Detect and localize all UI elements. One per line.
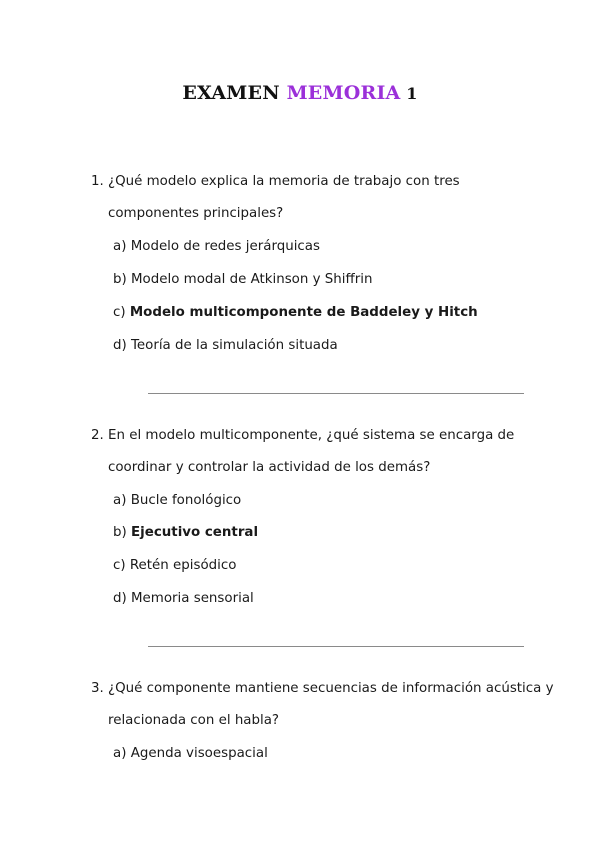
option-letter: a) xyxy=(113,746,127,761)
option-text: Bucle fonológico xyxy=(130,493,242,508)
divider xyxy=(148,393,524,394)
page-title xyxy=(0,82,600,104)
option-text: Ejecutivo central xyxy=(131,525,259,540)
title-main: EXAMEN xyxy=(182,82,287,104)
option-text: Modelo modal de Atkinson y Shiffrin xyxy=(131,272,373,287)
answer-option xyxy=(113,493,241,508)
question-number: 3. xyxy=(91,681,104,696)
option-text: Retén episódico xyxy=(129,558,237,573)
question-text: ¿Qué modelo explica la memoria de trabajo con tres xyxy=(108,174,460,189)
question-3 xyxy=(91,681,554,696)
answer-option xyxy=(113,338,338,353)
option-letter: d) xyxy=(113,338,127,353)
option-letter: c) xyxy=(113,305,126,320)
question-text-continued: relacionada con el habla? xyxy=(108,713,280,728)
option-text: Memoria sensorial xyxy=(131,591,254,606)
question-1 xyxy=(91,174,460,189)
answer-option xyxy=(113,558,236,573)
question-text: En el modelo multicomponente, ¿qué sistema se encarga de xyxy=(108,428,515,443)
answer-option xyxy=(113,239,320,254)
option-text: Modelo multicomponente de Baddeley y Hitch xyxy=(129,305,478,320)
option-text: Teoría de la simulación situada xyxy=(131,338,338,353)
answer-option-correct xyxy=(113,525,258,540)
title-accent: MEMORIA xyxy=(286,82,401,104)
question-number: 2. xyxy=(91,428,104,443)
option-letter: b) xyxy=(113,525,127,540)
divider xyxy=(148,646,524,647)
option-letter: a) xyxy=(113,493,127,508)
option-letter: a) xyxy=(113,239,127,254)
answer-option xyxy=(113,272,372,287)
answer-option xyxy=(113,591,254,606)
option-text: Agenda visoespacial xyxy=(130,746,268,761)
question-text-continued: componentes principales? xyxy=(108,206,284,221)
option-letter: d) xyxy=(113,591,127,606)
question-2 xyxy=(91,428,514,443)
question-text-continued: coordinar y controlar la actividad de los demás? xyxy=(108,460,431,475)
option-letter: b) xyxy=(113,272,127,287)
option-text: Modelo de redes jerárquicas xyxy=(130,239,320,254)
option-letter: c) xyxy=(113,558,126,573)
answer-option xyxy=(113,746,268,761)
question-text: ¿Qué componente mantiene secuencias de información acústica y xyxy=(108,681,554,696)
question-number: 1. xyxy=(91,174,104,189)
title-number: 1 xyxy=(400,84,418,103)
answer-option-correct xyxy=(113,305,478,320)
